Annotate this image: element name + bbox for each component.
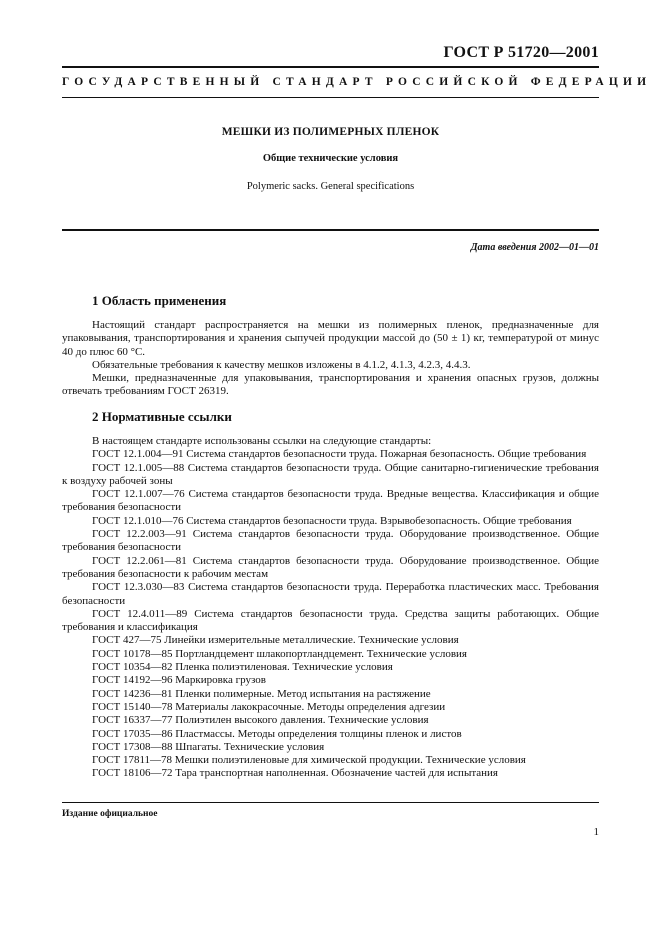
reference-item: ГОСТ 12.1.005—88 Система стандартов безопасности труда. Общие санитарно-гигиенические требования к воздуху рабочей зоны xyxy=(62,461,599,487)
reference-item: ГОСТ 12.1.010—76 Система стандартов безопасности труда. Взрывобезопасность. Общие требования xyxy=(92,514,572,527)
reference-item: ГОСТ 14236—81 Пленки полимерные. Метод испытания на растяжение xyxy=(92,687,431,700)
edition-note: Издание официальное xyxy=(62,809,158,819)
section-2-intro: В настоящем стандарте использованы ссылки на следующие стандарты: xyxy=(92,435,432,447)
section-1-paragraph: Мешки, предназначенные для упаковывания, транспортирования и хранения опасных грузов, должны отвечать требованиям ГОСТ 26319. xyxy=(62,372,599,398)
section-1-body xyxy=(62,319,599,399)
section-2-body xyxy=(62,435,599,781)
page-number: 1 xyxy=(593,826,599,838)
reference-item: ГОСТ 15140—78 Материалы лакокрасочные. Методы определения адгезии xyxy=(92,700,446,713)
section-1-heading: 1 Область применения xyxy=(92,293,227,308)
introduction-date: Дата введения 2002—01—01 xyxy=(470,242,599,253)
document-subtitle: Общие технические условия xyxy=(262,153,399,164)
header-rule-top xyxy=(62,66,599,68)
title-rule xyxy=(62,229,599,231)
english-title: Polymeric sacks. General specifications xyxy=(246,181,415,192)
reference-item: ГОСТ 17811—78 Мешки полиэтиленовые для химической продукции. Технические условия xyxy=(92,754,526,767)
reference-item: ГОСТ 12.2.061—81 Система стандартов безопасности труда. Оборудование производственное. Общие требования безопасности к рабочим местам xyxy=(62,554,599,580)
reference-item: ГОСТ 10178—85 Портландцемент шлакопортландцемент. Технические условия xyxy=(92,647,467,660)
reference-item: ГОСТ 18106—72 Тара транспортная наполненная. Обозначение частей для испытания xyxy=(92,767,498,780)
reference-item: ГОСТ 14192—96 Маркировка грузов xyxy=(92,674,266,687)
section-1-paragraph: Обязательные требования к качеству мешков изложены в 4.1.2, 4.1.3, 4.2.3, 4.4.3. xyxy=(92,358,471,371)
document-number: ГОСТ Р 51720—2001 xyxy=(443,44,599,61)
reference-item: ГОСТ 17035—86 Пластмассы. Методы определения толщины пленок и листов xyxy=(92,727,462,740)
document-title: МЕШКИ ИЗ ПОЛИМЕРНЫХ ПЛЕНОК xyxy=(221,126,440,138)
reference-item: ГОСТ 12.2.003—91 Система стандартов безопасности труда. Оборудование производственное. Общие требования безопасности xyxy=(62,528,599,554)
org-banner: ГОСУДАРСТВЕННЫЙ СТАНДАРТ РОССИЙСКОЙ ФЕДЕРАЦИИ xyxy=(62,76,652,88)
reference-item: ГОСТ 10354—82 Пленка полиэтиленовая. Технические условия xyxy=(92,661,393,674)
section-2-heading: 2 Нормативные ссылки xyxy=(92,409,232,424)
reference-item: ГОСТ 17308—88 Шпагаты. Технические условия xyxy=(92,740,325,753)
section-1-paragraph: Настоящий стандарт распространяется на мешки из полимерных пленок, предназначенные для упаковывания, транспортирования и хранения сыпучей продукции массой до (50 ± 1) кг, температурой от минус 40 до плюс 60 °С. xyxy=(62,319,599,358)
reference-item: ГОСТ 12.1.004—91 Система стандартов безопасности труда. Пожарная безопасность. Общие требования xyxy=(92,448,587,461)
reference-item: ГОСТ 12.1.007—76 Система стандартов безопасности труда. Вредные вещества. Классификация и общие требования безопасности xyxy=(62,488,599,514)
reference-item: ГОСТ 12.3.030—83 Система стандартов безопасности труда. Переработка пластических масс. Требования безопасности xyxy=(62,581,599,607)
footer-rule xyxy=(62,802,599,803)
reference-item: ГОСТ 427—75 Линейки измерительные металлические. Технические условия xyxy=(92,634,459,647)
reference-item: ГОСТ 12.4.011—89 Система стандартов безопасности труда. Средства защиты работающих. Общие требования и классификация xyxy=(62,607,599,634)
header-rule-bottom xyxy=(62,97,599,98)
reference-item: ГОСТ 16337—77 Полиэтилен высокого давления. Технические условия xyxy=(92,714,429,727)
